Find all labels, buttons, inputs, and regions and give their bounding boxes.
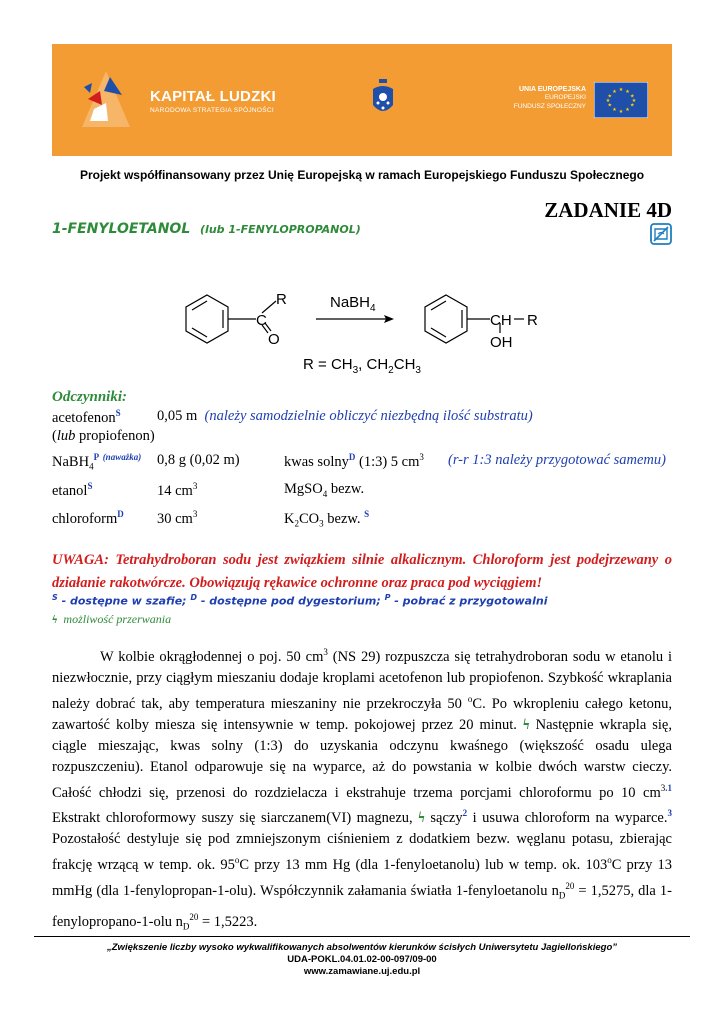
reagent-chloroform-amount: 30 $cm^3$ [157, 509, 198, 527]
eu-text [478, 86, 586, 111]
footer-project-title: „Zwiększenie liczby wysoko wykwalifikowanych absolwentów kierunków ścisłych Uniwersytetu Jagiellońskiego” [107, 942, 617, 953]
reagent-nabh4: NaBH$_4^P$ $^{(naważka)}$ [52, 452, 142, 472]
svg-text:★: ★ [618, 87, 624, 93]
compound-alt-name: (lub 1-FENYLOPROPANOL) [200, 223, 361, 236]
reagent-propiophenone-alt: (lub propiofenon) [52, 428, 155, 444]
reagent-nabh4-amount: 0,8 g (0,02 m) [157, 452, 240, 468]
header-banner [52, 44, 672, 156]
reagent-k2co3: $K_2CO_3$ bezw. $^S$ [284, 509, 370, 529]
svg-text:★: ★ [630, 102, 635, 109]
interruption-legend: ϟ możliwość przerwania [52, 612, 172, 626]
r-group-definition: $R = CH_3$, $CH_2CH_3$ [303, 356, 421, 376]
carbonyl-c-label: C [256, 312, 267, 329]
product-ch-label: CH [490, 312, 512, 329]
svg-text:★: ★ [612, 107, 617, 114]
reagent-hcl-note: (r-r 1:3 należy przygotować samemu) [448, 452, 666, 468]
svg-text:★: ★ [607, 102, 612, 109]
lightning-icon: ϟ [418, 810, 425, 827]
reagent-chloroform: chloroform$^D$ [52, 509, 124, 527]
product-r-label: R [527, 312, 538, 329]
svg-text:★: ★ [625, 88, 630, 95]
svg-text:★: ★ [630, 93, 635, 100]
availability-legend: $^S$ - dostępne w szafie; $^D$ - dostępne pod dygestorium; $^P$ - pobrać z przygotowalni [52, 593, 548, 608]
reagent-acetophenone: acetofenon$^S$ [52, 408, 121, 426]
svg-text:★: ★ [618, 109, 624, 115]
logo-title: KAPITAŁ LUDZKI [150, 88, 276, 105]
svg-text:★: ★ [631, 98, 637, 104]
reactant-r-label: R [276, 291, 287, 308]
compound-name: 1-FENYLOETANOL [52, 221, 191, 237]
eu-flag-icon [594, 82, 648, 118]
svg-text:★: ★ [607, 93, 612, 100]
kapital-ludzki-text [150, 88, 276, 114]
fume-hood-icon [650, 223, 672, 245]
safety-warning: UWAGA: Tetrahydroboran sodu jest związkiem silnie alkalicznym. Chloroform jest podejrzewany o działanie rakotwórcze. Obowiązują rękawice ochronne oraz praca pod wyciągiem! [52, 552, 672, 591]
eu-subtitle-2: FUNDUSZ SPOŁECZNY [513, 103, 586, 110]
svg-text:★: ★ [605, 98, 611, 104]
footer-project-code: UDA-POKL.04.01.02-00-097/09-00 [287, 954, 437, 965]
eu-subtitle-1: EUROPEJSKI [544, 94, 586, 101]
compound-title [52, 221, 361, 237]
reaction-arrow [316, 315, 394, 323]
logo-subtitle: NARODOWA STRATEGIA SPÓJNOŚCI [150, 107, 274, 114]
kapital-ludzki-logo-icon [80, 69, 132, 129]
lightning-icon: ϟ [52, 612, 58, 626]
footer [0, 942, 724, 978]
task-title: ZADANIE 4D [544, 198, 672, 222]
footer-website: www.zamawiane.uj.edu.pl [303, 966, 421, 977]
lightning-icon: ϟ [522, 716, 530, 733]
poland-emblem-icon [370, 77, 396, 121]
svg-text:★: ★ [625, 107, 630, 114]
reagent-label: NaBH$_4$ [330, 294, 376, 314]
reagent-mgso4: MgSO$_4$ bezw. [284, 481, 365, 499]
product-oh-label: OH [490, 334, 513, 351]
svg-text:★: ★ [612, 88, 617, 95]
project-cofinancing-note: Projekt współfinansowany przez Unię Europejską w ramach Europejskiego Funduszu Społecznego [79, 168, 645, 182]
reagent-hcl: kwas solny$^D$ (1:3) 5 $cm^3$ [284, 452, 424, 470]
carbonyl-o-label: O [268, 331, 280, 348]
eu-title: UNIA EUROPEJSKA [518, 86, 586, 93]
reagent-ethanol-amount: 14 $cm^3$ [157, 481, 198, 499]
footer-divider [34, 936, 690, 937]
reagent-acetophenone-amount: 0,05 m (należy samodzielnie obliczyć niezbędną ilość substratu) [157, 408, 533, 424]
reagent-ethanol: etanol$^S$ [52, 481, 93, 499]
reagents-heading: Odczynniki: [52, 389, 127, 405]
procedure-text: W kolbie okrągłodennej o poj. 50 $cm^3$ (NS 29) rozpuszcza się tetrahydroboran sodu w etanolu i niezwłocznie, przy ciągłym mieszaniu dodaje kroplami acetofenon lub propiofenon. Szybkość wkraplania należy dobrać tak, aby temperatura mieszaniny nie przekroczyła 50 $^o$C. Po wkropleniu całego ketonu, zawartość kolby miesza się intensywnie w temp. pokojowej przez 20 minut. ϟ Następnie wkrapla się, ciągle mieszając, kwas solny (1:3) do uzyskania odczynu kwaśnego (większość osadu ulega rozpuszczeniu). Etanol odparowuje się na wyparce, aż do powstania w kolbie dwóch warstw cieczy. Całość chłodzi się, przenosi do rozdzielacza i ekstrahuje trzema porcjami chloroformu po 10 cm$^{3.1}$ Ekstrakt chloroformowy suszy się siarczanem(VI) magnezu, ϟ sączy$^2$ i usuwa chloroform na wyparce.$^3$ Pozostałość destyluje się pod zmniejszonym ciśnieniem z dodatkiem bezw. węglanu potasu, zbierając frakcję wrzącą w temp. ok. 95$^o$C przy 13 mm Hg (dla 1-fenyloetanolu) lub w temp. ok. 103$^o$C przy 13 mmHg (dla 1-fenylopropan-1-olu). Współczynnik załamania światła 1-fenyloetanolu $n_D^{20} = 1,5275$, dla 1-fenylopropano-1-olu $n_D^{20} = 1,5223$. [52, 647, 672, 932]
